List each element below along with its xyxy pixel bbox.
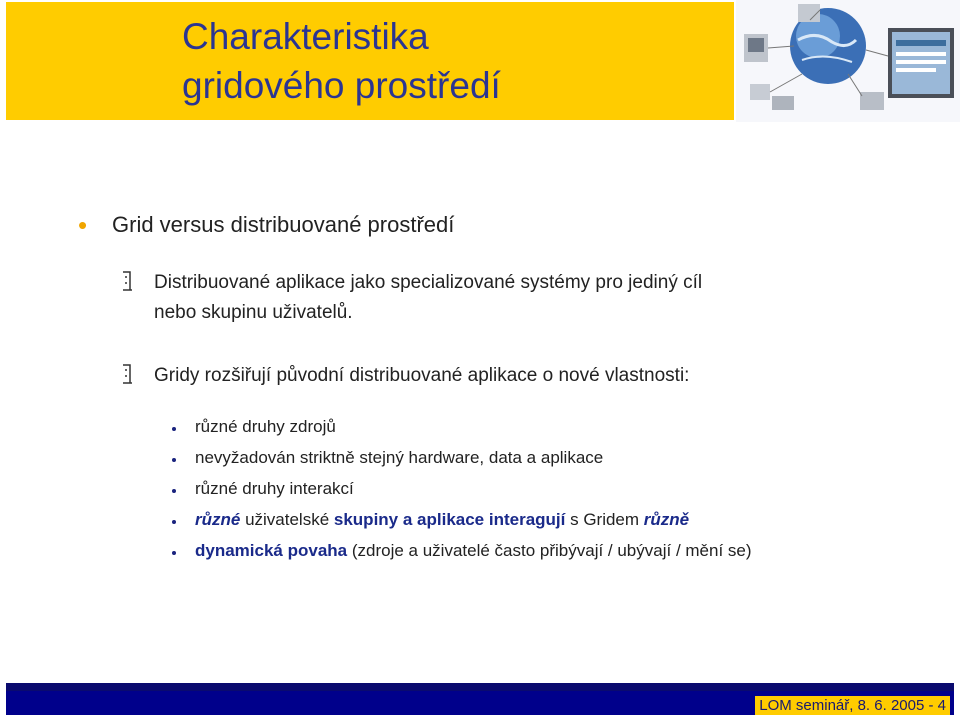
- footer-label: LOM seminář, 8. 6. 2005 - 4: [755, 696, 950, 715]
- title-box: [6, 2, 734, 120]
- bullet-dot-icon: [172, 520, 176, 524]
- footer-bar: [6, 683, 954, 715]
- bullet-dot-icon: [172, 489, 176, 493]
- sub-bullet-bracket-icon: [120, 270, 134, 296]
- bullet-dot-icon: [172, 551, 176, 555]
- footer-stripe: [6, 683, 954, 691]
- network-globe-illustration: [736, 0, 960, 122]
- bullet-dot-icon: •: [78, 210, 88, 240]
- sub-bullet-1-line1: Distribuované aplikace jako specializované systémy pro jediný cíl: [154, 272, 703, 293]
- bullet-dot-icon: [172, 427, 176, 431]
- main-bullet-text: Grid versus distribuované prostředí: [112, 212, 455, 237]
- sub-bullet-bracket-icon: [120, 363, 134, 389]
- bullet-dot-icon: [172, 458, 176, 462]
- slide-title-line1: Charakteristika: [182, 16, 429, 57]
- slide-title-line2: gridového prostředí: [182, 65, 501, 106]
- sub-bullet-2-line1: Gridy rozšiřují původní distribuované aplikace o nové vlastnosti:: [154, 365, 690, 386]
- sub-bullet-1-line2: nebo skupinu uživatelů.: [154, 302, 353, 323]
